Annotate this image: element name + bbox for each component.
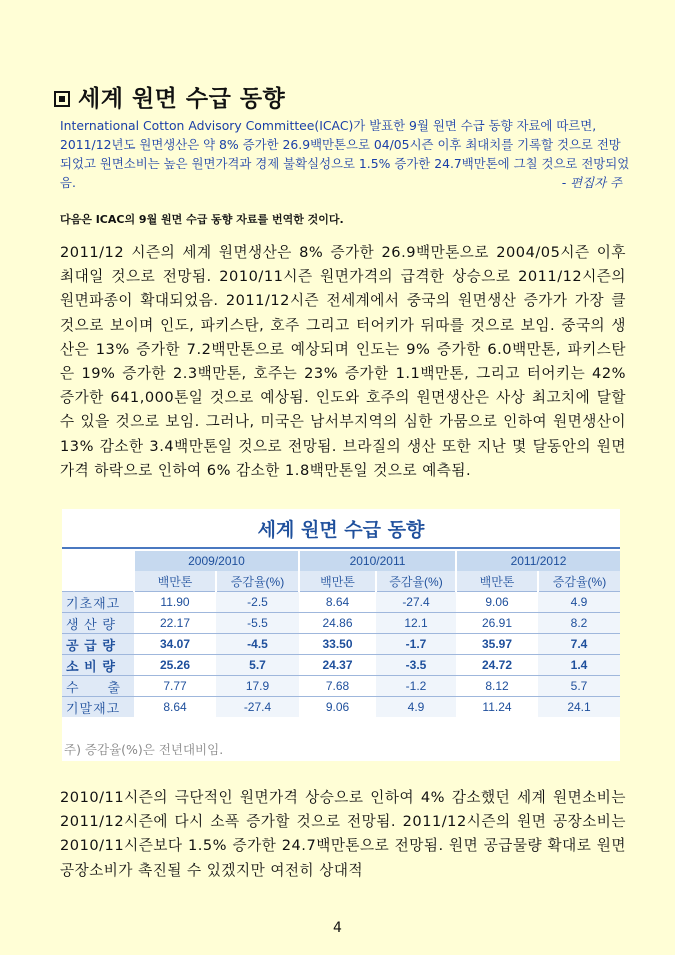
table-cell: -5.5: [216, 613, 299, 634]
column-header-rate: 증감율(%): [538, 571, 620, 592]
row-label: 공 급 량: [62, 634, 134, 655]
table-cell: 8.12: [456, 676, 538, 697]
table-cell: 33.50: [299, 634, 376, 655]
table-cell: 24.1: [538, 697, 620, 718]
table-cell: 17.9: [216, 676, 299, 697]
table-cell: 8.64: [299, 592, 376, 613]
table-cell: 26.91: [456, 613, 538, 634]
table-row: [62, 676, 620, 697]
table-cell: -3.5: [376, 655, 456, 676]
table-cell: -2.5: [216, 592, 299, 613]
year-header: 2010/2011: [299, 551, 456, 571]
table-cell: 25.26: [134, 655, 216, 676]
table-cell: 24.37: [299, 655, 376, 676]
table-row: [62, 592, 620, 613]
translation-note: 다음은 ICAC의 9월 원면 수급 동향 자료를 번역한 것이다.: [60, 213, 344, 226]
table-cell: 24.72: [456, 655, 538, 676]
column-header-rate: 증감율(%): [216, 571, 299, 592]
table-title: 세계 원면 수급 동향: [257, 519, 425, 541]
heading-text: 세계 원면 수급 동향: [78, 86, 286, 112]
column-header-rate: 증감율(%): [376, 571, 456, 592]
column-header-unit: 백만톤: [299, 571, 376, 592]
table-cell: 35.97: [456, 634, 538, 655]
table-cell: 22.17: [134, 613, 216, 634]
table-cell: -1.2: [376, 676, 456, 697]
body-paragraph-1: 2011/12 시즌의 세계 원면생산은 8% 증가한 26.9백만톤으로 2004/05시즌 이후 최대일 것으로 전망됨. 2010/11시즌 원면가격의 급격한 상승으로 2011/12시즌의 원면파종이 확대되었음. 2011/12시즌 전세계에서 중국의 원면생산 증가가 가장 클 것으로 보이며 인도, 파키스탄, 호주 그리고 터어키가 뒤따를 것으로 보임. 중국의 생산은 13% 증가한 7.2백만톤으로 예상되며 인도는 9% 증가한 6.0백만톤, 파키스탄은 19% 증가한 2.3백만톤, 호주는 23% 증가한 1.1백만톤, 그리고 터어키는 42% 증가한 641,000톤일 것으로 예상됨. 인도와 호주의 원면생산은 사상 최고치에 달할 수 있을 것으로 보임. 그러나, 미국은 남서부지역의 심한 가뭄으로 인하여 원면생산이 13% 감소한 3.4백만톤일 것으로 전망됨. 브라질의 생산 또한 지난 몇 달동안의 원면가격 하락으로 인하여 6% 감소한 1.8백만톤일 것으로 예측됨.: [60, 244, 626, 479]
table-cell: -4.5: [216, 634, 299, 655]
year-header: 2011/2012: [456, 551, 620, 571]
square-bullet-icon: [54, 91, 70, 107]
table-cell: 7.68: [299, 676, 376, 697]
table-cell: 7.77: [134, 676, 216, 697]
row-label: 기말재고: [62, 697, 134, 718]
table-row: [62, 655, 620, 676]
section-heading: [54, 80, 285, 113]
table-cell: -27.4: [216, 697, 299, 718]
supply-demand-table: [62, 551, 620, 717]
table-cell: 11.90: [134, 592, 216, 613]
table-cell: 9.06: [456, 592, 538, 613]
corner-cell: [62, 551, 134, 571]
row-label: 기초재고: [62, 592, 134, 613]
table-cell: 9.06: [299, 697, 376, 718]
supply-demand-table-figure: [62, 509, 620, 761]
table-cell: 5.7: [216, 655, 299, 676]
row-label: 수 출: [62, 676, 134, 697]
editor-note: - 편집자 주: [561, 175, 622, 190]
body-paragraph-2: 2010/11시즌의 극단적인 원면가격 상승으로 인하여 4% 감소했던 세계 원면소비는 2011/12시즌에 다시 소폭 증가할 것으로 전망됨. 2011/12시즌의 원면 공장소비는 2010/11시즌보다 1.5% 증가한 24.7백만톤으로 전망됨. 원면 공급물량 확대로 원면 공장소비가 촉진될 수 있겠지만 여전히 상대적: [60, 789, 626, 879]
year-header-row: [62, 551, 620, 571]
page-number: 4: [333, 920, 342, 936]
table-cell: -1.7: [376, 634, 456, 655]
table-cell: 4.9: [376, 697, 456, 718]
editor-intro: [60, 116, 630, 192]
year-header: 2009/2010: [134, 551, 299, 571]
table-cell: 12.1: [376, 613, 456, 634]
corner-cell: [62, 571, 134, 592]
table-cell: 11.24: [456, 697, 538, 718]
row-label: 생 산 량: [62, 613, 134, 634]
table-cell: 5.7: [538, 676, 620, 697]
table-cell: 8.64: [134, 697, 216, 718]
table-row: [62, 613, 620, 634]
row-label: 소 비 량: [62, 655, 134, 676]
table-row: [62, 697, 620, 718]
table-cell: 24.86: [299, 613, 376, 634]
table-row: [62, 634, 620, 655]
table-cell: 34.07: [134, 634, 216, 655]
title-divider: [62, 547, 620, 549]
table-cell: 8.2: [538, 613, 620, 634]
table-cell: 4.9: [538, 592, 620, 613]
table-caption: 주) 증감율(%)은 전년대비임.: [64, 742, 224, 757]
column-header-unit: 백만톤: [456, 571, 538, 592]
subheader-row: [62, 571, 620, 592]
column-header-unit: 백만톤: [134, 571, 216, 592]
table-cell: -27.4: [376, 592, 456, 613]
intro-text: International Cotton Advisory Committee(ICAC)가 발표한 9월 원면 수급 동향 자료에 따르면, 2011/12년도 원면생산은 약 8% 증가한 26.9백만톤으로 04/05시즌 이후 최대치를 기록할 것으로 전망되었고 원면소비는 높은 원면가격과 경제 불확실성으로 1.5% 증가한 24.7백만톤에 그칠 것으로 전망되었음.: [60, 118, 630, 190]
table-cell: 1.4: [538, 655, 620, 676]
table-cell: 7.4: [538, 634, 620, 655]
